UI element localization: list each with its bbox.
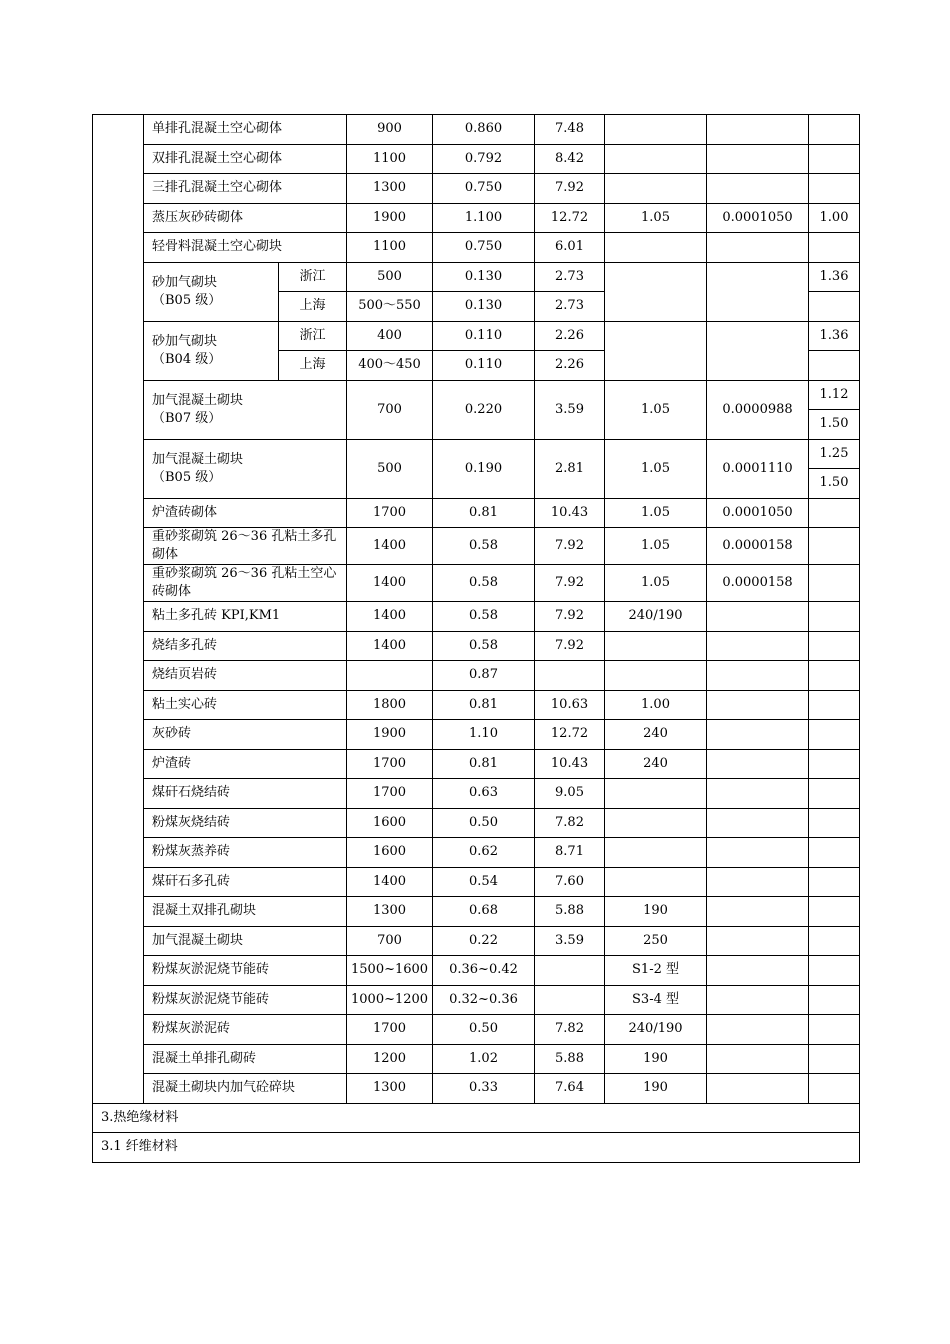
table-row (93, 985, 860, 1015)
table-row (93, 838, 860, 868)
column6-value (707, 262, 809, 321)
conductivity-value: 0.750 (433, 174, 535, 204)
density-value: 1500~1600 (347, 956, 433, 986)
conductivity-value: 0.50 (433, 1015, 535, 1045)
material-name: 煤矸石多孔砖 (144, 867, 347, 897)
column5-value: 240 (605, 749, 707, 779)
table-row (93, 631, 860, 661)
storage-value: 3.59 (535, 380, 605, 439)
conductivity-value: 0.81 (433, 749, 535, 779)
column6-value (707, 956, 809, 986)
material-name: 双排孔混凝土空心砌体 (144, 144, 347, 174)
column5-value: S3-4 型 (605, 985, 707, 1015)
table-row (93, 956, 860, 986)
column5-value (605, 144, 707, 174)
column7-value (809, 233, 860, 263)
storage-value: 2.73 (535, 262, 605, 292)
density-value: 1700 (347, 779, 433, 809)
column6-value (707, 115, 809, 145)
table-row (93, 661, 860, 691)
column6-value: 0.0001110 (707, 439, 809, 498)
density-value: 1200 (347, 1044, 433, 1074)
column6-value (707, 321, 809, 380)
table-row (93, 233, 860, 263)
material-name: 粉煤灰蒸养砖 (144, 838, 347, 868)
material-name: 炉渣砖 (144, 749, 347, 779)
material-name: 加气混凝土砌块 （B07 级） (144, 380, 347, 439)
column5-value: 190 (605, 1044, 707, 1074)
material-name: 粉煤灰淤泥砖 (144, 1015, 347, 1045)
column7-value: 1.36 (809, 321, 860, 351)
table-row (93, 867, 860, 897)
conductivity-value: 0.860 (433, 115, 535, 145)
material-name: 砂加气砌块 （B05 级） (144, 262, 279, 321)
density-value: 1400 (347, 867, 433, 897)
column7-value (809, 690, 860, 720)
storage-value: 7.92 (535, 528, 605, 565)
table-row (93, 174, 860, 204)
column5-value (605, 838, 707, 868)
material-name: 粘土实心砖 (144, 690, 347, 720)
material-name: 粉煤灰淤泥烧节能砖 (144, 985, 347, 1015)
column6-value (707, 720, 809, 750)
column5-value: 1.05 (605, 498, 707, 528)
table-row (93, 1044, 860, 1074)
material-name: 蒸压灰砂砖砌体 (144, 203, 347, 233)
material-name: 三排孔混凝土空心砌体 (144, 174, 347, 204)
storage-value: 2.26 (535, 351, 605, 381)
conductivity-value: 0.32~0.36 (433, 985, 535, 1015)
material-name: 混凝土双排孔砌块 (144, 897, 347, 927)
density-value: 1900 (347, 203, 433, 233)
density-value: 1100 (347, 233, 433, 263)
column7-value (809, 838, 860, 868)
conductivity-value: 1.10 (433, 720, 535, 750)
column6-value (707, 631, 809, 661)
material-name: 轻骨料混凝土空心砌块 (144, 233, 347, 263)
table-row (93, 602, 860, 632)
storage-value: 8.71 (535, 838, 605, 868)
column6-value (707, 779, 809, 809)
column7-value (809, 351, 860, 381)
column6-value: 0.0000158 (707, 528, 809, 565)
column7-value (809, 1015, 860, 1045)
column5-value: 1.00 (605, 690, 707, 720)
column5-value (605, 262, 707, 321)
conductivity-value: 0.63 (433, 779, 535, 809)
density-value: 1100 (347, 144, 433, 174)
table-row (93, 749, 860, 779)
material-name: 砂加气砌块 （B04 级） (144, 321, 279, 380)
column6-value (707, 661, 809, 691)
column7-value (809, 956, 860, 986)
material-name: 烧结页岩砖 (144, 661, 347, 691)
table-row (93, 808, 860, 838)
column7-value (809, 926, 860, 956)
column7-value (809, 1074, 860, 1104)
column5-value (605, 808, 707, 838)
conductivity-value: 0.33 (433, 1074, 535, 1104)
density-value: 500～550 (347, 292, 433, 322)
density-value: 1700 (347, 498, 433, 528)
table-row (93, 926, 860, 956)
column7-value (809, 661, 860, 691)
region-value: 浙江 (279, 321, 347, 351)
column6-value: 0.0000988 (707, 380, 809, 439)
column7-value (809, 720, 860, 750)
storage-value: 12.72 (535, 203, 605, 233)
density-value: 1400 (347, 528, 433, 565)
column5-value (605, 631, 707, 661)
density-value: 1600 (347, 808, 433, 838)
table-row (93, 897, 860, 927)
conductivity-value: 1.100 (433, 203, 535, 233)
column6-value (707, 690, 809, 720)
table-body (93, 115, 860, 1163)
column7-value (809, 631, 860, 661)
table-row (93, 1074, 860, 1104)
conductivity-value: 0.81 (433, 690, 535, 720)
conductivity-value: 0.792 (433, 144, 535, 174)
section-row (93, 1133, 860, 1163)
density-value: 1300 (347, 174, 433, 204)
column6-value (707, 838, 809, 868)
density-value: 700 (347, 926, 433, 956)
column6-value (707, 749, 809, 779)
column5-value: 1.05 (605, 565, 707, 602)
column6-value (707, 867, 809, 897)
section-heading: 3.1 纤维材料 (93, 1133, 860, 1163)
material-name: 烧结多孔砖 (144, 631, 347, 661)
material-name: 重砂浆砌筑 26～36 孔粘土多孔砌体 (144, 528, 347, 565)
storage-value (535, 661, 605, 691)
storage-value: 7.92 (535, 565, 605, 602)
density-value: 1700 (347, 1015, 433, 1045)
column5-value: 190 (605, 1074, 707, 1104)
conductivity-value: 0.130 (433, 262, 535, 292)
conductivity-value: 0.190 (433, 439, 535, 498)
column5-value: 240/190 (605, 1015, 707, 1045)
category-blank-cell (93, 115, 144, 1104)
column7-value (809, 115, 860, 145)
storage-value: 3.59 (535, 926, 605, 956)
conductivity-value: 0.750 (433, 233, 535, 263)
column7-value (809, 749, 860, 779)
column5-value (605, 867, 707, 897)
density-value: 1300 (347, 897, 433, 927)
column5-value: 250 (605, 926, 707, 956)
storage-value: 12.72 (535, 720, 605, 750)
table-row (93, 498, 860, 528)
column5-value: 1.05 (605, 203, 707, 233)
material-properties-table (92, 114, 860, 1163)
material-name: 加气混凝土砌块 （B05 级） (144, 439, 347, 498)
column6-value (707, 808, 809, 838)
storage-value: 7.82 (535, 808, 605, 838)
table-row (93, 203, 860, 233)
material-name: 加气混凝土砌块 (144, 926, 347, 956)
column5-value (605, 174, 707, 204)
column6-value (707, 233, 809, 263)
storage-value: 7.92 (535, 631, 605, 661)
column5-value: S1-2 型 (605, 956, 707, 986)
column7-value (809, 808, 860, 838)
table-row (93, 1015, 860, 1045)
column7-value (809, 897, 860, 927)
conductivity-value: 0.58 (433, 602, 535, 632)
column7-value: 1.36 (809, 262, 860, 292)
column7-value (809, 292, 860, 322)
table-row (93, 380, 860, 410)
density-value: 1800 (347, 690, 433, 720)
column5-value: 240 (605, 720, 707, 750)
storage-value: 7.92 (535, 174, 605, 204)
column6-value: 0.0001050 (707, 203, 809, 233)
table-row (93, 720, 860, 750)
material-name: 炉渣砖砌体 (144, 498, 347, 528)
section-row (93, 1103, 860, 1133)
table-row (93, 144, 860, 174)
conductivity-value: 0.50 (433, 808, 535, 838)
column6-value (707, 1015, 809, 1045)
storage-value: 2.73 (535, 292, 605, 322)
region-value: 上海 (279, 292, 347, 322)
density-value: 1900 (347, 720, 433, 750)
column5-value (605, 233, 707, 263)
density-value: 1400 (347, 565, 433, 602)
storage-value: 7.82 (535, 1015, 605, 1045)
column5-value (605, 321, 707, 380)
storage-value: 10.43 (535, 749, 605, 779)
storage-value: 7.60 (535, 867, 605, 897)
column5-value (605, 115, 707, 145)
conductivity-value: 0.62 (433, 838, 535, 868)
material-name: 单排孔混凝土空心砌体 (144, 115, 347, 145)
table-row (93, 690, 860, 720)
column6-value (707, 985, 809, 1015)
column7-value (809, 498, 860, 528)
conductivity-value: 0.22 (433, 926, 535, 956)
density-value: 500 (347, 439, 433, 498)
column5-value: 1.05 (605, 439, 707, 498)
region-value: 浙江 (279, 262, 347, 292)
column6-value: 0.0000158 (707, 565, 809, 602)
column7-value (809, 144, 860, 174)
column5-value (605, 779, 707, 809)
column6-value (707, 1074, 809, 1104)
conductivity-value: 0.58 (433, 565, 535, 602)
storage-value (535, 956, 605, 986)
column7-value (809, 779, 860, 809)
storage-value: 7.64 (535, 1074, 605, 1104)
conductivity-value: 0.130 (433, 292, 535, 322)
table-row (93, 262, 860, 292)
density-value: 1600 (347, 838, 433, 868)
storage-value: 7.92 (535, 602, 605, 632)
storage-value: 9.05 (535, 779, 605, 809)
conductivity-value: 0.87 (433, 661, 535, 691)
density-value: 500 (347, 262, 433, 292)
column7-value: 1.50 (809, 410, 860, 440)
storage-value: 10.63 (535, 690, 605, 720)
column7-value (809, 985, 860, 1015)
table-row (93, 115, 860, 145)
column6-value (707, 602, 809, 632)
column7-value (809, 1044, 860, 1074)
storage-value: 2.26 (535, 321, 605, 351)
density-value: 1300 (347, 1074, 433, 1104)
storage-value: 10.43 (535, 498, 605, 528)
density-value: 400 (347, 321, 433, 351)
conductivity-value: 0.58 (433, 631, 535, 661)
column6-value (707, 897, 809, 927)
column5-value: 240/190 (605, 602, 707, 632)
conductivity-value: 0.81 (433, 498, 535, 528)
column6-value (707, 1044, 809, 1074)
conductivity-value: 0.220 (433, 380, 535, 439)
section-heading: 3.热绝缘材料 (93, 1103, 860, 1133)
storage-value: 5.88 (535, 1044, 605, 1074)
material-name: 煤矸石烧结砖 (144, 779, 347, 809)
column6-value: 0.0001050 (707, 498, 809, 528)
conductivity-value: 0.110 (433, 321, 535, 351)
table-row (93, 439, 860, 469)
density-value: 1400 (347, 602, 433, 632)
storage-value (535, 985, 605, 1015)
column5-value: 190 (605, 897, 707, 927)
column6-value (707, 926, 809, 956)
column7-value: 1.25 (809, 439, 860, 469)
density-value: 1700 (347, 749, 433, 779)
column5-value: 1.05 (605, 528, 707, 565)
column5-value (605, 661, 707, 691)
table-row (93, 779, 860, 809)
conductivity-value: 0.68 (433, 897, 535, 927)
column7-value (809, 602, 860, 632)
column7-value (809, 565, 860, 602)
material-name: 粘土多孔砖 KPI,KM1 (144, 602, 347, 632)
column7-value: 1.12 (809, 380, 860, 410)
storage-value: 6.01 (535, 233, 605, 263)
density-value: 900 (347, 115, 433, 145)
storage-value: 7.48 (535, 115, 605, 145)
density-value: 1000~1200 (347, 985, 433, 1015)
storage-value: 5.88 (535, 897, 605, 927)
column7-value (809, 528, 860, 565)
material-name: 混凝土单排孔砌砖 (144, 1044, 347, 1074)
conductivity-value: 0.54 (433, 867, 535, 897)
column6-value (707, 174, 809, 204)
material-name: 重砂浆砌筑 26～36 孔粘土空心砖砌体 (144, 565, 347, 602)
column7-value (809, 174, 860, 204)
column6-value (707, 144, 809, 174)
conductivity-value: 0.58 (433, 528, 535, 565)
column5-value: 1.05 (605, 380, 707, 439)
conductivity-value: 1.02 (433, 1044, 535, 1074)
density-value: 1400 (347, 631, 433, 661)
conductivity-value: 0.36~0.42 (433, 956, 535, 986)
column7-value (809, 867, 860, 897)
density-value: 400～450 (347, 351, 433, 381)
storage-value: 2.81 (535, 439, 605, 498)
column7-value: 1.00 (809, 203, 860, 233)
storage-value: 8.42 (535, 144, 605, 174)
table-row (93, 321, 860, 351)
density-value (347, 661, 433, 691)
column7-value: 1.50 (809, 469, 860, 499)
conductivity-value: 0.110 (433, 351, 535, 381)
material-name: 灰砂砖 (144, 720, 347, 750)
density-value: 700 (347, 380, 433, 439)
material-name: 混凝土砌块内加气砼碎块 (144, 1074, 347, 1104)
material-name: 粉煤灰淤泥烧节能砖 (144, 956, 347, 986)
material-name: 粉煤灰烧结砖 (144, 808, 347, 838)
region-value: 上海 (279, 351, 347, 381)
